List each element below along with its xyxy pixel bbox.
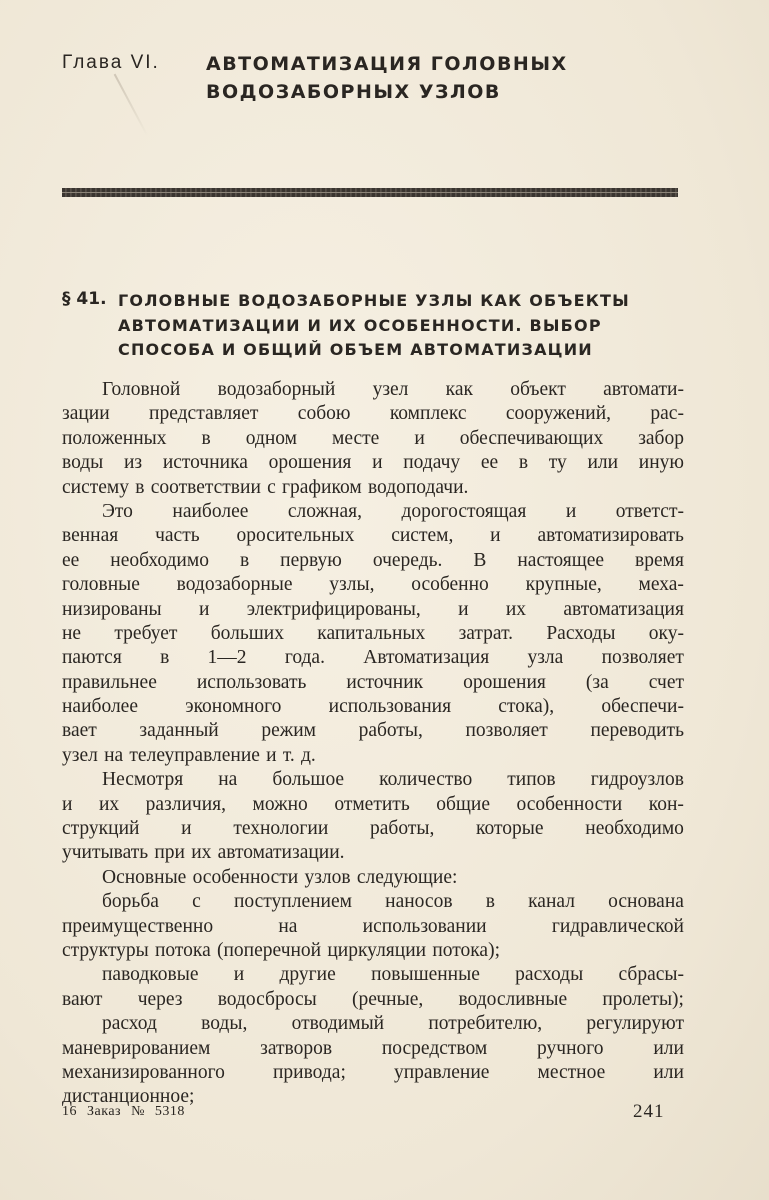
word: следующие: xyxy=(356,866,458,888)
word: из xyxy=(123,452,143,474)
word: привода; xyxy=(272,1061,346,1083)
word: года. xyxy=(284,647,325,669)
word: В xyxy=(473,549,487,571)
text-line xyxy=(62,915,684,939)
word: время xyxy=(635,549,684,571)
text-line xyxy=(62,622,684,646)
word: сооружений, xyxy=(505,403,612,425)
word: на xyxy=(218,769,238,791)
word: и xyxy=(414,427,425,449)
word: Автоматизация xyxy=(363,647,490,669)
word: соответствии xyxy=(150,476,261,498)
word: необходимо xyxy=(585,818,684,840)
word: их xyxy=(98,793,120,815)
word: необходимо xyxy=(110,549,209,571)
word: капитальных xyxy=(317,622,426,644)
word: регулируют xyxy=(586,1013,684,1035)
word: узел xyxy=(372,379,409,400)
chapter-divider-rule xyxy=(62,188,678,197)
text-line xyxy=(62,1061,684,1085)
word: электрифицированы, xyxy=(246,598,421,620)
word: месте xyxy=(332,427,380,449)
word: сбрасы- xyxy=(618,964,684,986)
word: заданный xyxy=(139,720,219,742)
word: поступлением xyxy=(233,891,352,913)
word: автомати- xyxy=(603,379,684,400)
word: оросительных xyxy=(236,525,355,547)
word: подачу xyxy=(403,452,461,474)
word: требует xyxy=(114,622,178,644)
text-line xyxy=(62,719,684,743)
word: одном xyxy=(245,427,298,449)
word: через xyxy=(137,988,183,1010)
word: циркуляции xyxy=(327,939,427,961)
text-line xyxy=(62,646,684,670)
word: работы, xyxy=(370,818,435,840)
word: потока xyxy=(154,939,211,961)
word: их xyxy=(191,842,212,864)
word: Несмотря xyxy=(102,769,184,791)
word: общие xyxy=(436,793,491,815)
word: особенности xyxy=(516,793,623,815)
word: водоподачи. xyxy=(367,476,469,498)
text-line xyxy=(102,866,684,890)
word: ответст- xyxy=(615,500,684,522)
word: струкций xyxy=(62,818,140,840)
word: водозаборные xyxy=(176,574,293,596)
word: основана xyxy=(608,891,684,913)
word: венная xyxy=(62,525,119,547)
word: структуры xyxy=(62,939,149,961)
word: потока); xyxy=(432,939,501,961)
word: отметить xyxy=(334,793,410,815)
word: счет xyxy=(648,671,684,693)
word: и xyxy=(198,598,210,620)
word: их xyxy=(505,598,527,620)
word: затрат. xyxy=(458,622,514,644)
word: графиком xyxy=(282,476,362,498)
section-number: § 41. xyxy=(62,289,107,309)
word: особенно xyxy=(411,574,489,596)
text-line xyxy=(102,500,684,524)
word: с xyxy=(192,891,201,913)
text-line xyxy=(62,573,684,597)
text-line xyxy=(102,890,684,914)
word: узлов xyxy=(304,866,351,888)
word: использовать xyxy=(196,671,307,693)
word: типов xyxy=(507,769,556,791)
word: расходы xyxy=(515,964,584,986)
word: в xyxy=(518,452,529,474)
word: (речные, xyxy=(351,988,424,1010)
chapter-title-line: АВТОМАТИЗАЦИЯ ГОЛОВНЫХ xyxy=(206,53,568,75)
word: можно xyxy=(252,793,308,815)
word: стока), xyxy=(498,696,555,718)
word: потребителю, xyxy=(428,1013,543,1035)
word: Головной xyxy=(102,379,181,400)
word: крупные, xyxy=(525,574,602,596)
text-line xyxy=(62,549,684,573)
word: большое xyxy=(272,769,345,791)
word: телеуправление xyxy=(129,744,260,766)
word: и xyxy=(372,452,383,474)
word: настоящее xyxy=(517,549,605,571)
text-line xyxy=(102,378,684,402)
text-line xyxy=(62,744,684,768)
text-line xyxy=(62,939,684,963)
word: переводить xyxy=(590,720,684,742)
word: преимущественно xyxy=(62,915,214,937)
word: работы, xyxy=(358,720,423,742)
word: орошения xyxy=(463,671,546,693)
word: забор xyxy=(638,427,684,449)
word: кон- xyxy=(648,793,684,815)
word: посредством xyxy=(381,1037,488,1059)
word: источник xyxy=(346,671,424,693)
text-line xyxy=(62,1037,684,1061)
word: повышенные xyxy=(371,964,480,986)
word: гидравлической xyxy=(551,915,684,937)
word: часть xyxy=(155,525,200,547)
word: воды xyxy=(62,452,104,474)
word: паются xyxy=(62,647,122,669)
word: местное xyxy=(537,1061,606,1083)
word: на xyxy=(104,744,124,766)
chapter-title-line: ВОДОЗАБОРНЫХ УЗЛОВ xyxy=(206,81,501,103)
word: которые xyxy=(476,818,544,840)
word: сложная, xyxy=(287,500,362,522)
order-number: 5318 xyxy=(154,1104,185,1119)
word: наносов xyxy=(385,891,453,913)
word: Расходы xyxy=(546,622,616,644)
word: и xyxy=(62,793,73,815)
chapter-label: Глава VI. xyxy=(62,52,160,73)
word: иную xyxy=(638,452,684,474)
word: не xyxy=(62,622,82,644)
word: позволяет xyxy=(465,720,548,742)
section-title-line: АВТОМАТИЗАЦИИ И ИХ ОСОБЕННОСТИ. ВЫБОР xyxy=(118,315,602,335)
word: позволяет xyxy=(601,647,684,669)
section-title-line: СПОСОБА И ОБЩИЙ ОБЪЕМ АВТОМАТИЗАЦИИ xyxy=(118,340,593,359)
word: наиболее xyxy=(62,696,138,718)
word: при xyxy=(154,842,185,864)
word: головные xyxy=(62,574,140,596)
word: низированы xyxy=(62,598,162,620)
word: использовании xyxy=(362,915,487,937)
word: маневрированием xyxy=(62,1037,211,1059)
word: меха- xyxy=(638,574,684,596)
word: и xyxy=(490,525,501,547)
word: 1—2 xyxy=(207,647,247,669)
paper-scratch xyxy=(114,74,149,137)
word: и xyxy=(266,744,277,766)
word: наиболее xyxy=(172,500,249,522)
word: дистанционное; xyxy=(62,1086,195,1108)
word: систем, xyxy=(391,525,454,547)
word: положенных xyxy=(62,427,167,449)
word: или xyxy=(587,452,619,474)
word: обеспечи- xyxy=(601,696,684,718)
word: как xyxy=(445,379,473,400)
word: различия, xyxy=(145,793,227,815)
word: отводимый xyxy=(291,1013,385,1035)
text-line xyxy=(102,1012,684,1036)
word: управление xyxy=(393,1061,490,1083)
word: автоматизировать xyxy=(537,525,684,547)
word: водозаборный xyxy=(217,379,336,400)
word: и xyxy=(458,598,469,620)
word: обеспечивающих xyxy=(459,427,604,449)
text-line xyxy=(102,768,684,792)
word: д. xyxy=(301,744,316,766)
text-line xyxy=(62,402,684,426)
word: орошения xyxy=(268,452,352,474)
word: т. xyxy=(282,744,295,766)
word: рас- xyxy=(650,403,684,425)
word: в xyxy=(201,427,211,449)
chapter-title xyxy=(206,50,568,106)
word: на xyxy=(278,915,298,937)
text-line xyxy=(62,671,684,695)
section-title xyxy=(118,289,630,363)
number-sign: № xyxy=(131,1104,145,1119)
word: количество xyxy=(379,769,473,791)
word: особенности xyxy=(192,866,299,888)
word: ее xyxy=(62,549,80,571)
text-line xyxy=(62,793,684,817)
word: больших xyxy=(210,622,284,644)
word: с xyxy=(267,476,276,498)
word: воды, xyxy=(201,1013,248,1035)
word: зации xyxy=(62,403,110,425)
word: технологии xyxy=(233,818,329,840)
word: пролеты); xyxy=(602,988,684,1010)
page-number: 241 xyxy=(633,1101,665,1122)
word: экономного xyxy=(185,696,282,718)
print-signature xyxy=(62,1104,191,1120)
word: учитывать xyxy=(62,842,149,864)
word: в xyxy=(160,647,170,669)
word: автоматизации. xyxy=(217,842,345,864)
word: вает xyxy=(62,720,97,742)
word: ручного xyxy=(537,1037,604,1059)
word: систему xyxy=(62,476,130,498)
text-line xyxy=(62,841,684,865)
word: паводковые xyxy=(102,964,199,986)
word: в xyxy=(135,476,145,498)
word: представляет xyxy=(149,403,259,425)
word: (за xyxy=(585,671,609,693)
word: режим xyxy=(261,720,316,742)
text-line xyxy=(62,427,684,451)
text-line xyxy=(62,695,684,719)
text-line xyxy=(102,963,684,987)
word: и xyxy=(181,818,192,840)
word: (поперечной xyxy=(217,939,322,961)
body-text xyxy=(0,378,769,1110)
word: автоматизация xyxy=(563,598,684,620)
order-label: Заказ xyxy=(87,1104,122,1119)
word: узлы, xyxy=(329,574,375,596)
text-line xyxy=(62,988,684,1012)
word: водосбросы xyxy=(217,988,317,1010)
word: затворов xyxy=(260,1037,333,1059)
word: гидроузлов xyxy=(590,769,684,791)
signature-mark: 16 xyxy=(62,1104,77,1119)
word: объект xyxy=(510,379,566,400)
word: первую xyxy=(280,549,342,571)
word: в xyxy=(239,549,250,571)
word: или xyxy=(653,1061,684,1083)
word: дорогостоящая xyxy=(401,500,527,522)
word: и xyxy=(233,964,245,986)
word: узел xyxy=(62,744,98,766)
word: водосливные xyxy=(458,988,568,1010)
text-line xyxy=(62,817,684,841)
word: ту xyxy=(548,452,567,474)
text-line xyxy=(62,598,684,622)
word: узла xyxy=(527,647,564,669)
word: правильнее xyxy=(62,671,157,693)
word: или xyxy=(653,1037,684,1059)
word: механизированного xyxy=(62,1061,225,1083)
word: борьба xyxy=(102,891,159,913)
word: Основные xyxy=(102,866,187,888)
word: оку- xyxy=(648,622,684,644)
text-line xyxy=(62,476,684,500)
word: комплекс xyxy=(389,403,467,425)
word: вают xyxy=(62,988,103,1010)
word: Это xyxy=(102,500,133,522)
word: использования xyxy=(328,696,452,718)
word: и xyxy=(565,500,577,522)
word: в xyxy=(485,891,495,913)
word: источника xyxy=(162,452,248,474)
word: ее xyxy=(480,452,499,474)
word: канал xyxy=(528,891,575,913)
word: другие xyxy=(279,964,336,986)
text-line xyxy=(62,524,684,548)
word: расход xyxy=(102,1013,157,1035)
word: собою xyxy=(297,403,351,425)
section-title-line: ГОЛОВНЫЕ ВОДОЗАБОРНЫЕ УЗЛЫ КАК ОБЪЕКТЫ xyxy=(118,291,630,310)
word: очередь. xyxy=(372,549,443,571)
text-line xyxy=(62,451,684,475)
